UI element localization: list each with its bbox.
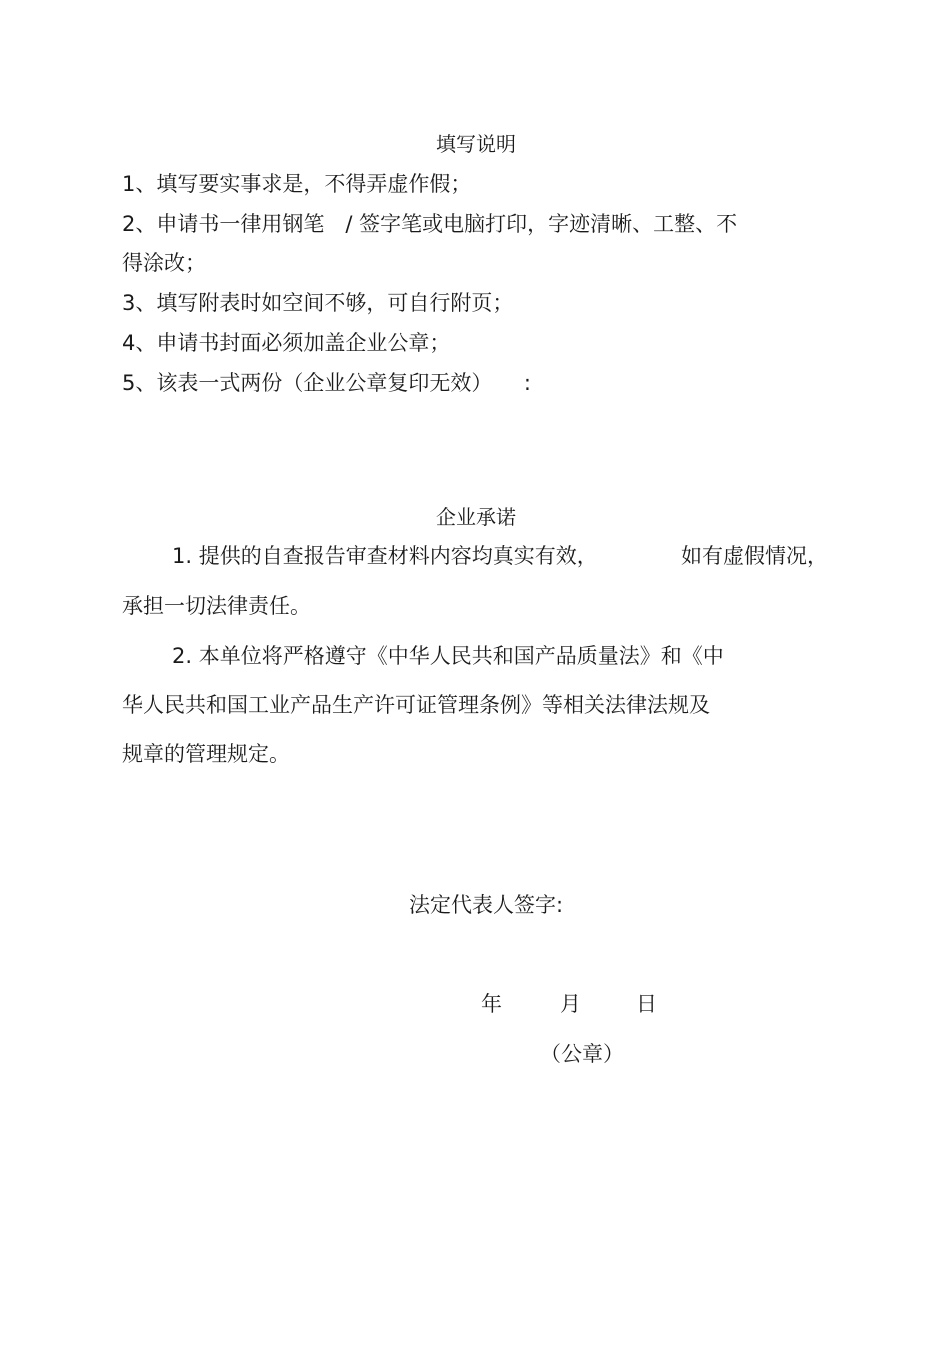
instruction-item-5: 5、该表一式两份（企业公章复印无效） :: [122, 371, 531, 395]
commitment-para1-line2: 承担一切法律责任。: [122, 594, 311, 618]
commitment-para1-line1b: 如有虚假情况，: [681, 544, 828, 568]
signature-label: 法定代表人签字:: [409, 893, 564, 917]
instruction-item-2: 2、申请书一律用钢笔 / 签字笔或电脑打印，字迹清晰、工整、不: [122, 212, 738, 236]
instruction-item-3: 3、填写附表时如空间不够，可自行附页；: [122, 291, 514, 315]
commitment-para2-line2: 华人民共和国工业产品生产许可证管理条例》等相关法律法规及: [122, 693, 710, 717]
instruction-item-1: 1、填写要实事求是，不得弄虚作假；: [122, 172, 472, 196]
date-day: 日: [636, 992, 657, 1016]
commitment-title: 企业承诺: [436, 505, 516, 529]
date-month: 月: [560, 992, 581, 1016]
commitment-para1-line1a: 1. 提供的自查报告审查材料内容均真实有效，: [172, 544, 598, 568]
instruction-item-2-cont: 得涂改；: [122, 251, 206, 275]
instruction-item-4: 4、申请书封面必须加盖企业公章；: [122, 331, 451, 355]
commitment-para2-line1: 2. 本单位将严格遵守《中华人民共和国产品质量法》和《中: [172, 644, 724, 668]
date-year: 年: [481, 992, 502, 1016]
instructions-title: 填写说明: [436, 132, 516, 156]
commitment-para2-line3: 规章的管理规定。: [122, 742, 290, 766]
seal-label: （公章）: [540, 1042, 624, 1066]
